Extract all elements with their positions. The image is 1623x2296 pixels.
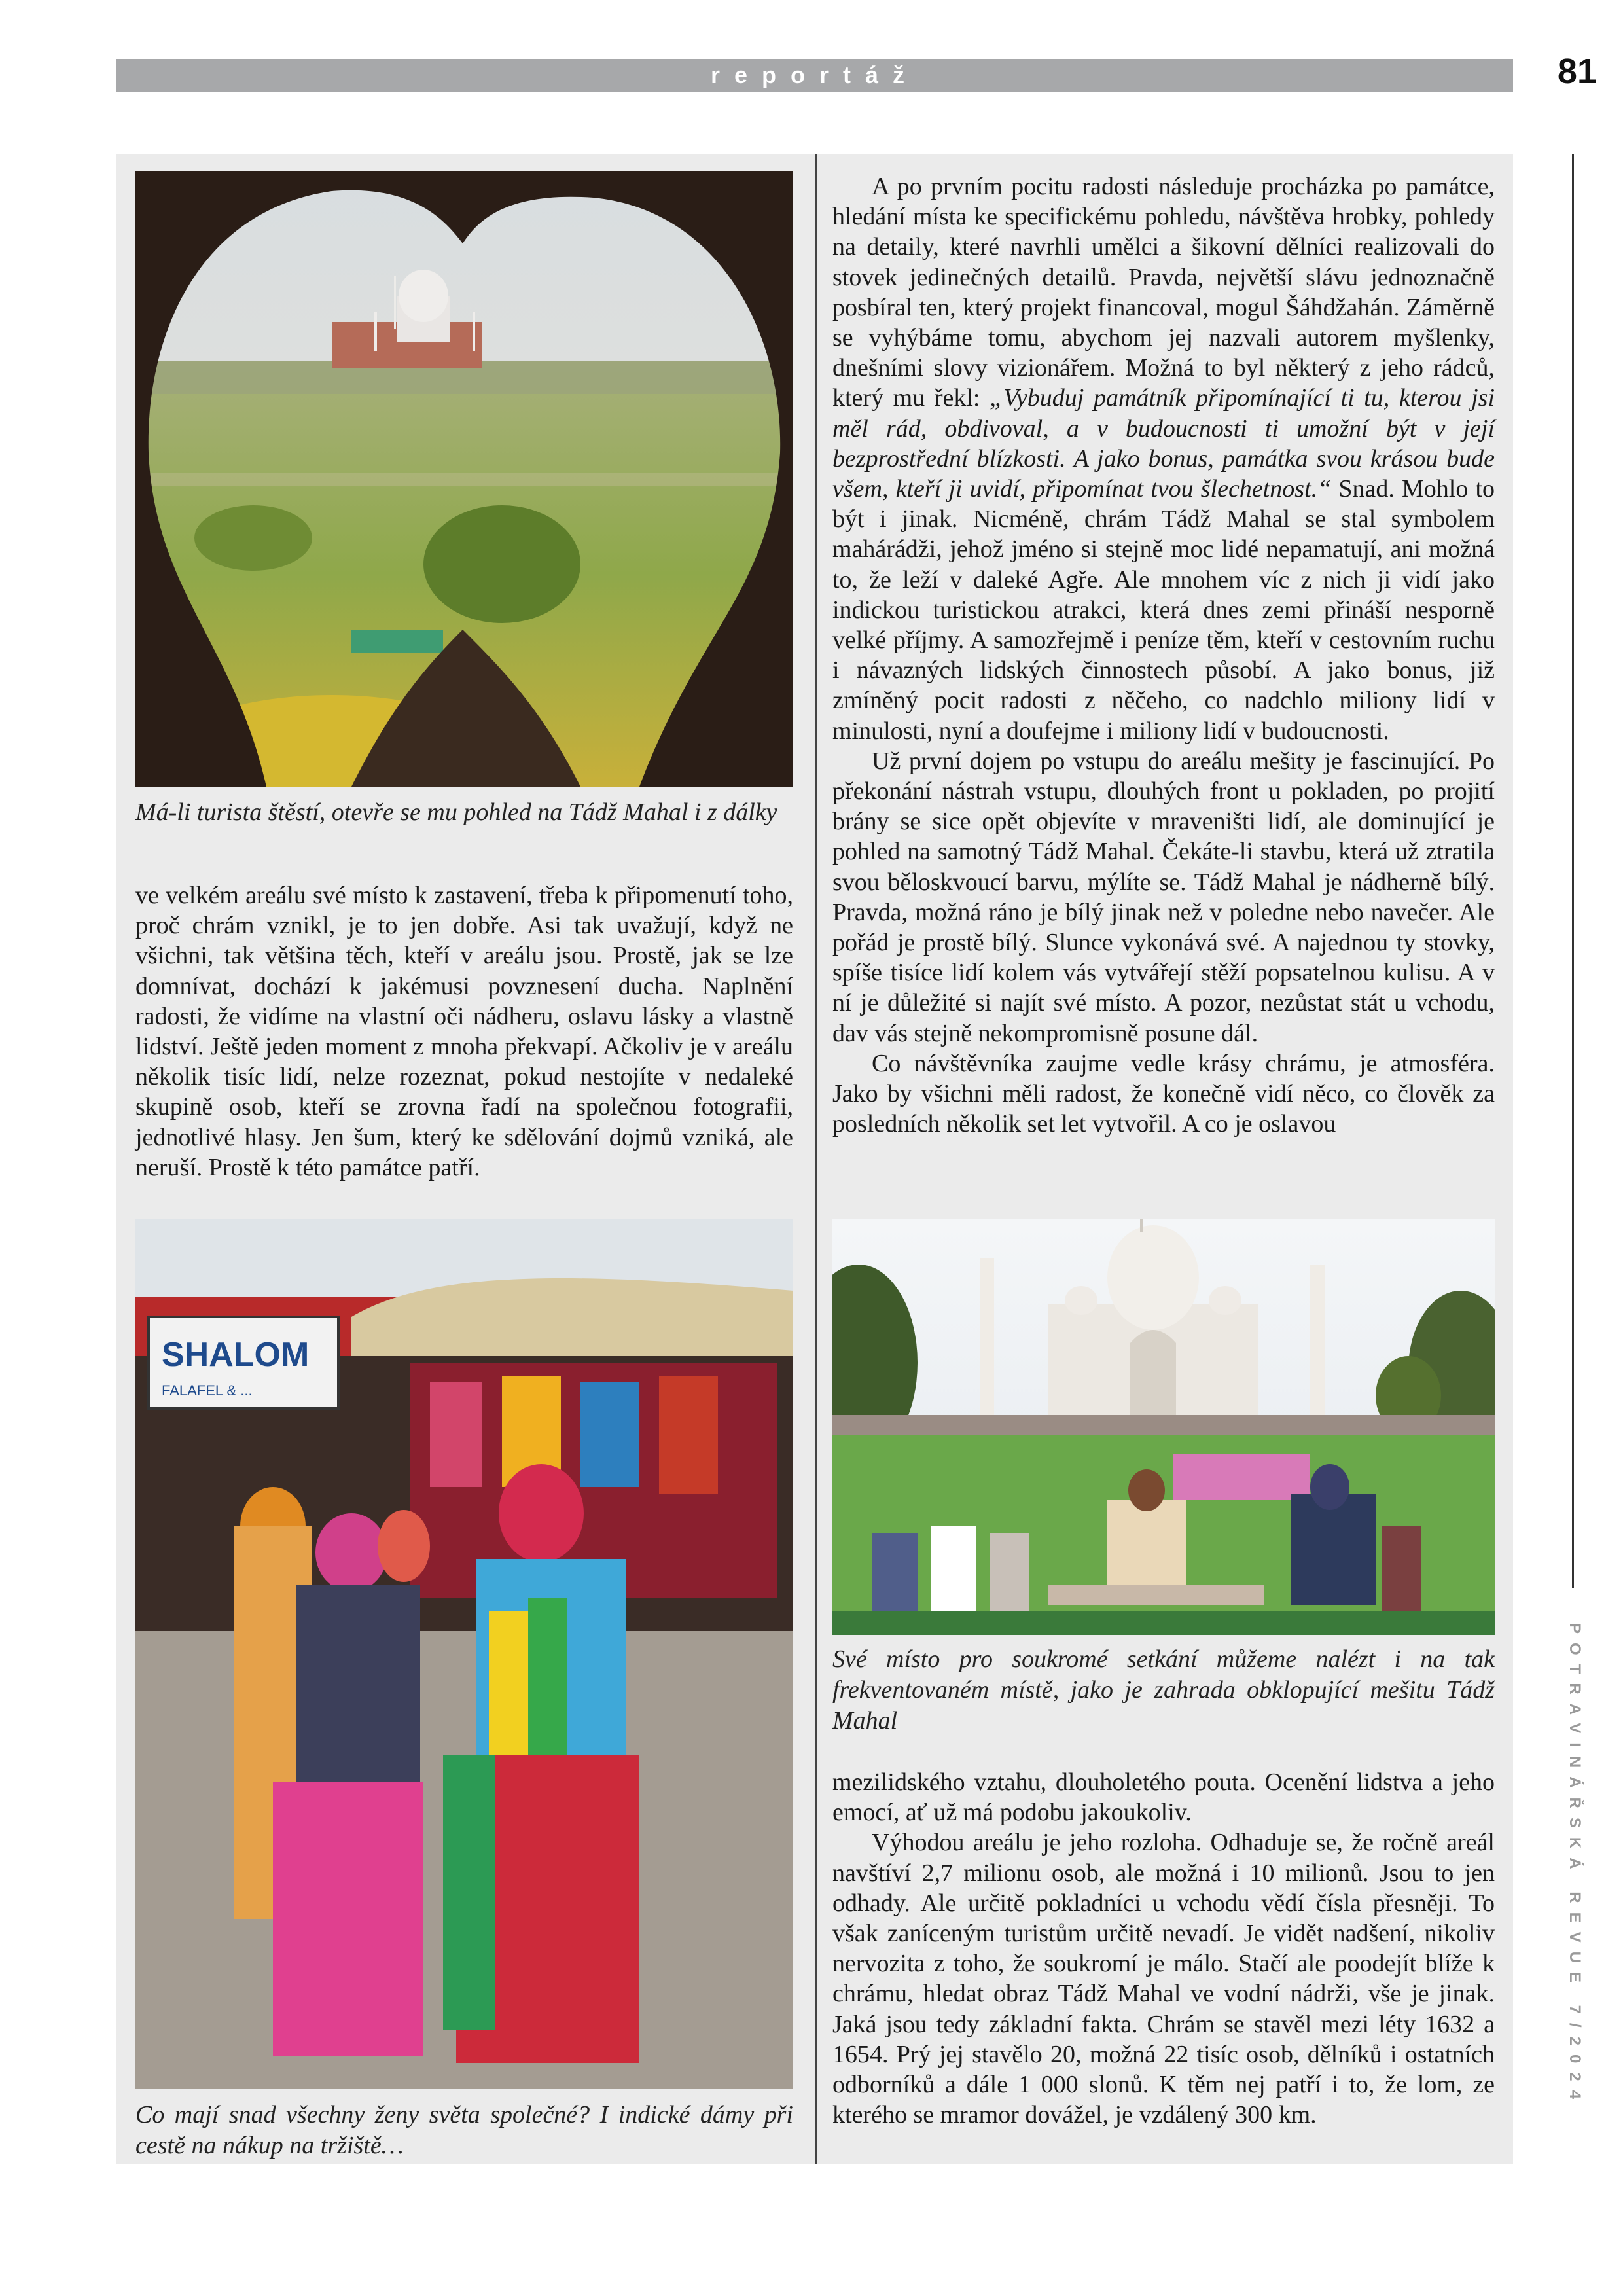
taj-garden-image	[832, 1219, 1495, 1635]
photo-taj-garden	[832, 1219, 1495, 1635]
shah-jahan-quote: „Vybuduj památník připomínající ti tu, kterou jsi měl rád, obdivoval, a v budoucnosti ti umožní být v její bezprostřední blízkosti. A jako bonus, památka svou krásou bude všem, kteří ji uvidí, připomínat tvou šlechetnost.“	[832, 384, 1495, 503]
right-column-text-bottom	[832, 1767, 1495, 2130]
right-paragraph-2: Už první dojem po vstupu do areálu mešity je fascinující. Po překonání nástrah vstupu, dlouhých front u pokladen, po projití brány se sice opět objevíte v mraveništi lidí, ale dominující je pohled na samotný Tádž Mahal. Čekáte-li stavbu, která už ztratila svou běloskvoucí barvu, mýlíte se. Tádž Mahal je nádherně bílý. Pravda, možná ráno je bílý jinak než v poledne nebo navečer. Ale pořád je prostě bílý. Slunce vykonává své. A najednou ty stovky, spíše tisíce lidí kolem vás vytvářejí stěží popsatelnou kulisu. A v ní je důležité si najít své místo. A pozor, nezůstat stát u vchodu, dav vás stejně nekompromisně posune dál.	[832, 747, 1495, 1047]
photo1-caption: Má-li turista štěstí, otevře se mu pohled na Tádž Mahal i z dálky	[135, 798, 777, 826]
market-scene-image	[135, 1219, 793, 2089]
left-paragraph-1: ve velkém areálu své místo k zastavení, třeba k připomenutí toho, proč chrám vznikl, je to jen dobře. Asi tak uvažují, když ne všichni, tak většina těch, kteří v areálu jsou. Prostě, jak se lze domnívat, dochází k jakémusi povznesení ducha. Naplnění radosti, že vidíme na vlastní oči nádheru, oslavu lásky a vlastně lidství. Ještě jeden moment z mnoha překvapí. Ačkoliv je v areálu několik tisíc lidí, nelze rozeznat, pokud nestojíte v nedaleké skupině osob, kteří se zrovna řadí na společnou fotografii, jednotlivé hlasy. Jen šum, který ke sdělování dojmů vzniká, ale neruší. Prostě k této památce patří.	[135, 882, 793, 1181]
column-divider	[815, 154, 817, 2164]
left-column-text	[135, 880, 793, 1183]
section-label: reportáž	[710, 62, 919, 88]
photo-market-women	[135, 1219, 793, 2089]
photo-taj-through-arch	[135, 171, 793, 787]
taj-distant-view-image	[135, 171, 793, 787]
right-paragraph-3: Co návštěvníka zaujme vedle krásy chrámu, je atmosféra. Jako by všichni měli radost, že konečně vidí něco, co člověk za posledních několik set let vytvořil. A co je oslavou	[832, 1049, 1495, 1138]
magazine-name: POTRAVINÁŘSKÁ REVUE 7/2024	[1566, 1623, 1584, 2108]
page-number: 81	[1557, 52, 1597, 91]
right-paragraph-1-end: Snad. Mohlo to být i jinak. Nicméně, chrám Tádž Mahal se stal symbolem mahárádži, jehož jméno si stejně moc lidé nepamatují, ani možná to, že leží v daleké Agře. Ale mnohem víc z nich ji vidí jako indickou turistickou atrakci, která dnes zemi přináší nesporně velké příjmy. A samozřejmě i peníze těm, kteří v cestovním ruchu i návazných lidských činnostech působí. A jako bonus, již zmíněný pocit radosti z něčeho, co nadchlo miliony lidí v minulosti, nyní a doufejme i miliony lidí v budoucnosti.	[832, 475, 1495, 745]
right-paragraph-4: mezilidského vztahu, dlouholetého pouta. Ocenění lidstva a jeho emocí, ať už má podobu jakoukoliv.	[832, 1768, 1495, 1827]
photo2-caption: Co mají snad všechny ženy světa společné? I indické dámy při cestě na nákup na tržiště…	[135, 2101, 793, 2159]
shop-sign-text: SHALOM	[162, 1336, 310, 1374]
section-header-bar	[116, 59, 1513, 92]
photo3-caption: Své místo pro soukromé setkání můžeme nalézt i na tak frekventovaném místě, jako je zahrada obklopující mešitu Tádž Mahal	[832, 1645, 1495, 1734]
shop-sign-subtext: FALAFEL & ...	[162, 1382, 253, 1399]
right-paragraph-1-start: A po prvním pocitu radosti následuje procházka po památce, hledání místa ke specifickému pohledu, návštěva hrobky, pohledy na detaily, které navrhli umělci a šikovní dělníci realizovali do stovek jedinečných detailů. Pravda, největší slávu jednoznačně posbíral ten, který projekt financoval, mogul Šáhdžahán. Záměrně se vyhýbáme tomu, abychom jej nazvali autorem myšlenky, dnešními slovy vizionářem. Možná to byl některý z jeho rádců, který mu řekl:	[832, 173, 1495, 412]
right-paragraph-1	[832, 171, 1495, 746]
right-column-text-top	[832, 171, 1495, 1139]
right-paragraph-5: Výhodou areálu je jeho rozloha. Odhaduje se, že ročně areál navštíví 2,7 milionu osob, ale možná i 10 milionů. Jsou to jen odhady. Ale určitě pokladníci u vchodu vědí čísla přesněji. To však zaníceným turistům určitě nevadí. Je vidět nadšení, nikoliv nervozita z toho, že soukromí je málo. Stačí ale poodejít blíže k chrámu, hledat obraz Tádž Mahal ve vodní nádrži, vše je jinak. Jaká jsou tedy základní fakta. Chrám se stavěl mezi léty 1632 a 1654. Prý jej stavělo 20, možná 22 tisíc osob, dělníků i ostatních odborníků a dále 1 000 slonů. K těm nej patří i to, že lom, ze kterého se mramor dovážel, je vzdálený 300 km.	[832, 1829, 1495, 2129]
sidebar-rule	[1572, 154, 1574, 1588]
